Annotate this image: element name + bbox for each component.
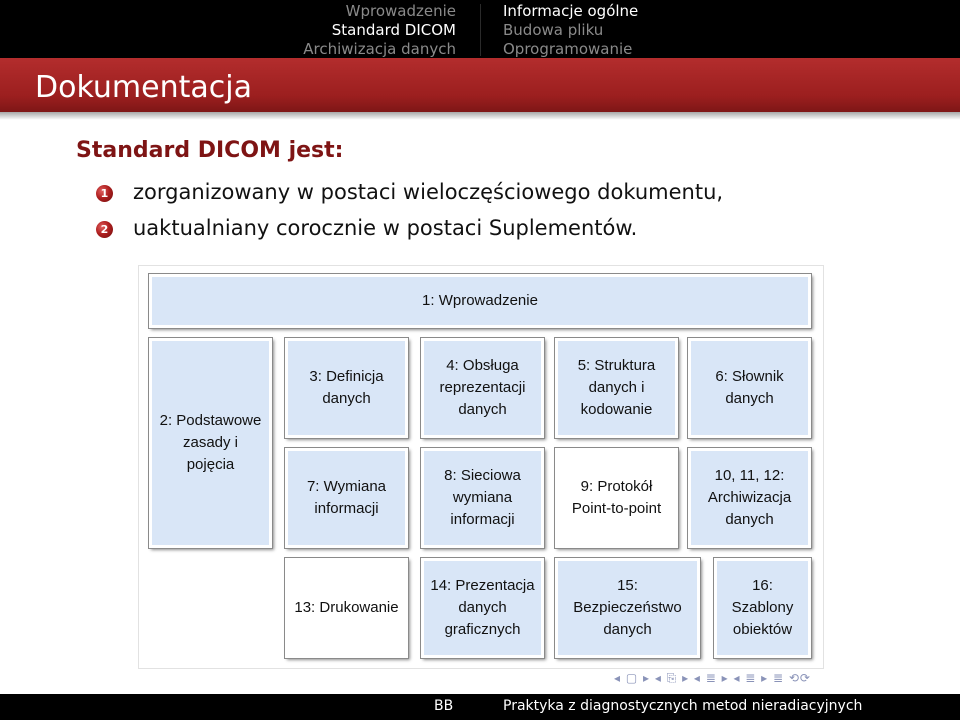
part-box-15 [555, 558, 700, 658]
part-box-13 [285, 558, 408, 658]
part-label: 2: Podstawowe zasady i pojęcia [159, 412, 262, 473]
part-label: 7: Wymiana informacji [306, 478, 387, 517]
part-label: 3: Definicja danych [309, 368, 384, 407]
section-list [303, 2, 456, 59]
list-item-text: uaktualniany corocznie w postaci Suplementów. [133, 216, 638, 240]
nav-subsection-informacje[interactable]: Informacje ogólne [503, 2, 639, 20]
nav-section-standard-dicom[interactable]: Standard DICOM [331, 21, 456, 39]
part-label: 14: Prezentacja danych graficznych [430, 577, 535, 638]
list-item [96, 180, 723, 204]
part-box-6 [688, 338, 811, 438]
part-box-8 [421, 448, 544, 548]
footer-author: BB [434, 698, 454, 714]
number-badge: 1 [96, 185, 113, 202]
part-label: 9: Protokół Point-to-point [571, 478, 662, 517]
part-box-2 [149, 338, 272, 548]
nav-section-archiwizacja[interactable]: Archiwizacja danych [303, 40, 456, 58]
part-box-14 [421, 558, 544, 658]
dicom-parts-diagram [138, 265, 824, 669]
beamer-navigation-symbols[interactable]: ◂ ▢ ▸ ◂ ⎘ ▸ ◂ ≣ ▸ ◂ ≣ ▸ ≣ ⟲⟳ [614, 671, 811, 685]
part-box-7 [285, 448, 408, 548]
part-box-4 [421, 338, 544, 438]
part-label: 10, 11, 12: Archiwizacja danych [707, 467, 792, 528]
part-box-3 [285, 338, 408, 438]
part-box-1 [149, 274, 811, 328]
part-label: 4: Obsługa reprezentacji danych [439, 357, 526, 418]
list-item [96, 216, 637, 240]
nav-subsection-oprogramowanie[interactable]: Oprogramowanie [503, 40, 633, 58]
list-item-text: zorganizowany w postaci wieloczęściowego dokumentu, [133, 180, 724, 204]
frame-title: Dokumentacja [35, 70, 252, 105]
number-badge: 2 [96, 221, 113, 238]
footer-title: Praktyka z diagnostycznych metod nieradiacyjnych [503, 698, 863, 714]
block-heading: Standard DICOM jest: [76, 138, 344, 163]
part-label: 8: Sieciowa wymiana informacji [444, 467, 521, 528]
navigation-divider [480, 4, 481, 56]
nav-section-wprowadzenie[interactable]: Wprowadzenie [345, 2, 456, 20]
part-label: 15: Bezpieczeństwo danych [573, 577, 682, 638]
subsection-list [503, 2, 638, 59]
part-box-10-12 [688, 448, 811, 548]
title-bar-shadow [0, 112, 960, 120]
part-label: 1: Wprowadzenie [422, 292, 538, 309]
nav-subsection-budowa-pliku[interactable]: Budowa pliku [503, 21, 604, 39]
part-box-5 [555, 338, 678, 438]
part-box-9 [555, 448, 678, 548]
part-box-16 [714, 558, 811, 658]
part-label: 16: Szablony obiektów [731, 577, 794, 638]
part-label: 13: Drukowanie [294, 599, 399, 616]
part-label: 6: Słownik danych [715, 368, 784, 407]
part-label: 5: Struktura danych i kodowanie [577, 357, 656, 418]
